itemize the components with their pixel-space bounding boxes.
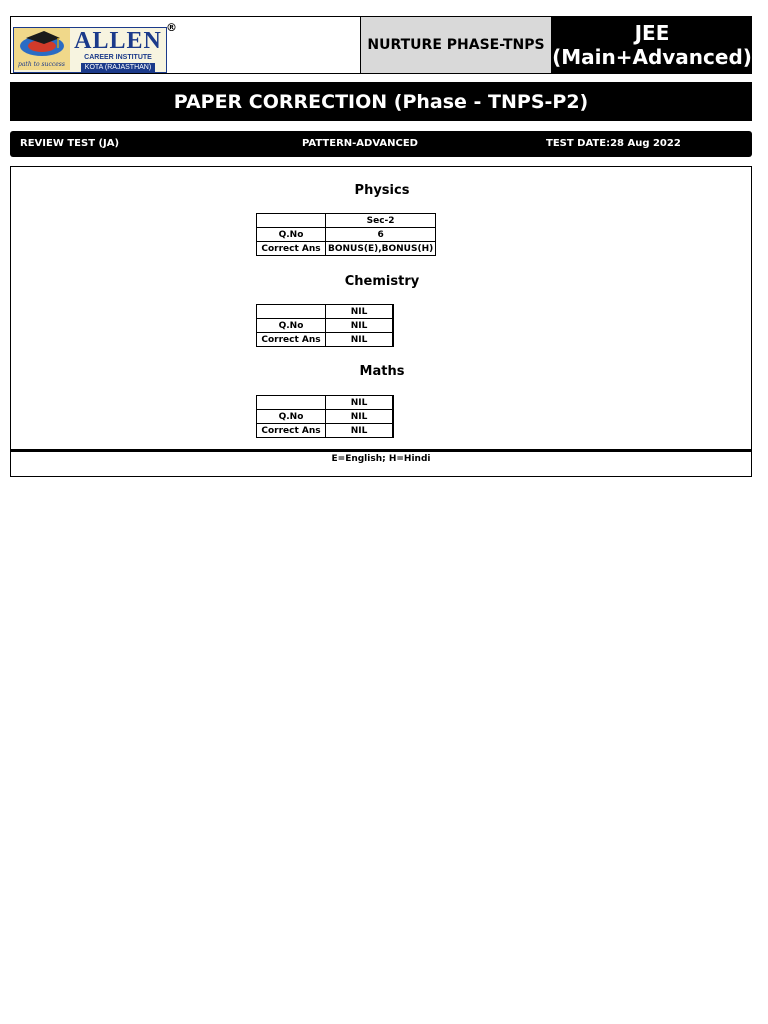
header <box>10 16 752 74</box>
logo-subtitle: CAREER INSTITUTE <box>84 54 152 61</box>
info-bar <box>10 131 752 157</box>
section-cell: Sec-2 <box>326 214 436 228</box>
qno-label: Q.No <box>257 410 326 424</box>
page-title: PAPER CORRECTION (Phase - TNPS-P2) <box>10 82 752 121</box>
corrections-panel <box>10 166 752 451</box>
qno-label: Q.No <box>257 228 326 242</box>
answer-label: Correct Ans <box>257 424 326 438</box>
subject-title-chemistry: Chemistry <box>344 274 420 289</box>
answer-value: NIL <box>326 424 394 438</box>
logo-location: KOTA (RAJASTHAN) <box>81 63 155 72</box>
exam-label <box>552 16 752 74</box>
exam-line-1: JEE <box>634 21 670 45</box>
table-cell <box>257 396 326 410</box>
answer-label: Correct Ans <box>257 333 326 347</box>
test-date: TEST DATE:28 Aug 2022 <box>546 138 681 149</box>
qno-value: NIL <box>326 410 394 424</box>
table-cell <box>257 305 326 319</box>
logo-text <box>70 28 166 72</box>
table-row <box>257 410 394 424</box>
table-row <box>257 228 436 242</box>
section-cell: NIL <box>326 305 394 319</box>
allen-logo <box>13 27 167 73</box>
answer-label: Correct Ans <box>257 242 326 256</box>
table-row <box>257 396 394 410</box>
table-row <box>257 319 394 333</box>
subject-title-physics: Physics <box>354 183 410 198</box>
table-row <box>257 242 436 256</box>
test-name: REVIEW TEST (JA) <box>20 138 120 149</box>
logo-cell <box>10 16 360 74</box>
table-row <box>257 333 394 347</box>
qno-label: Q.No <box>257 319 326 333</box>
table-cell <box>257 214 326 228</box>
table-row <box>257 424 394 438</box>
registered-mark: ® <box>166 21 177 34</box>
logo-tagline: path to success <box>18 61 65 68</box>
logo-brand: ALLEN <box>74 28 162 54</box>
qno-value: NIL <box>326 319 394 333</box>
exam-line-2: (Main+Advanced) <box>552 45 752 69</box>
maths-table <box>256 395 394 438</box>
graduation-cap-icon <box>14 28 70 70</box>
answer-value: BONUS(E),BONUS(H) <box>326 242 436 256</box>
qno-value: 6 <box>326 228 436 242</box>
physics-table <box>256 213 436 256</box>
legend-footer: E=English; H=Hindi <box>10 451 752 477</box>
answer-value: NIL <box>326 333 394 347</box>
table-row <box>257 214 436 228</box>
subject-title-maths: Maths <box>359 364 405 379</box>
section-cell: NIL <box>326 396 394 410</box>
phase-label: NURTURE PHASE-TNPS <box>360 16 552 74</box>
pattern-label: PATTERN-ADVANCED <box>302 138 418 149</box>
chemistry-table <box>256 304 394 347</box>
table-row <box>257 305 394 319</box>
